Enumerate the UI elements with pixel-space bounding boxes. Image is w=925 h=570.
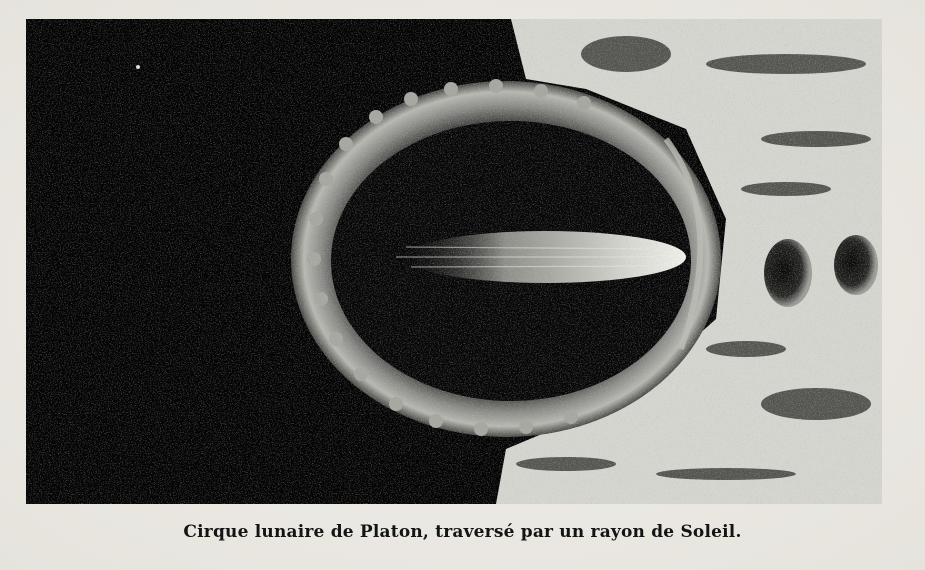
crater-illustration-svg — [26, 19, 882, 504]
crater-illustration — [26, 19, 882, 504]
star-speck — [136, 65, 140, 69]
figure-caption: Cirque lunaire de Platon, traversé par un rayon de Soleil. — [183, 522, 742, 542]
halftone-grain — [26, 19, 882, 504]
